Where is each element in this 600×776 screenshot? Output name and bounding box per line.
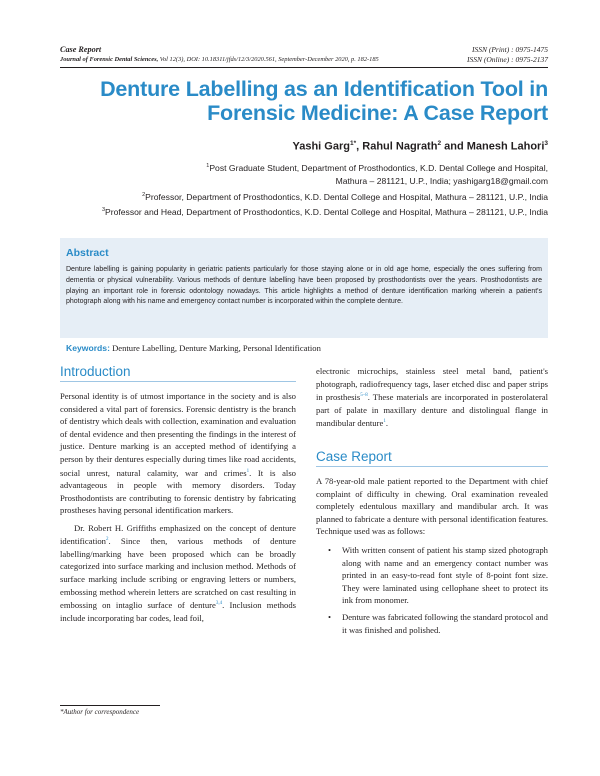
text-run: Personal identity is of utmost importance in the society and is also considered a vital part of forensics. Forensic dentistry is the branch of dentistry which deals with collection, examination and evaluation of dental evidence and then presenting the findings in the interest of justice. Denture marking is an accepted method of identifying a person by their dentures especially during times like road accidents, social unrest, natural calamity, war and crimes xyxy=(60,391,296,478)
running-header-right xyxy=(467,45,548,64)
citation-ref: 5–8 xyxy=(360,393,368,399)
author-name: Rahul Nagrath xyxy=(362,140,438,153)
issn-online: ISSN (Online) : 0975-2137 xyxy=(466,54,548,64)
technique-list xyxy=(316,544,548,636)
text-run: electronic microchips, stainless steel metal band, patient's photograph, radiofrequency tags, laser etched disc and paper strips in prosthesis xyxy=(316,366,548,403)
abstract-text: Denture labelling is gaining popularity in geriatric patients particularly for those staying alone or in old age home, especially the ones suffering from dementia or physical vulnerability. Various methods of denture labelling have been proposed by prosthodontists over the years. Prosthodontists are playing an important role in forensic odontology nowadays. This article highlights a method of denture identification marking wherein a patient's photograph along with his name and emergency contact number is incorporated within the complete denture. xyxy=(66,266,542,306)
author-affil-mark: 1* xyxy=(349,140,357,147)
affil-mark: 3 xyxy=(101,206,105,213)
author-separator: , xyxy=(356,140,363,153)
author-list xyxy=(293,140,549,153)
affil-mark: 2 xyxy=(142,191,146,198)
intro-paragraph-2 xyxy=(60,522,296,625)
text-run: Dr. Robert H. Griffiths emphasized on the concept of denture identification xyxy=(60,522,296,547)
citation-ref: 2 xyxy=(106,537,109,543)
citation-ref: 1 xyxy=(383,419,386,425)
text-run: . Since then, various methods of denture labelling/marking have been proposed which can be broadly categorized into surface marking and inclusion method. Methods of surface marking include scribing or engraving letters or numbers, embossing method wherein letters are scratched on cast resulting in embossing on intaglio surface of denture xyxy=(60,536,296,611)
list-item: • With written consent of patient his stamp sized photograph along with name and an emergency contact number was printed in an easy-to-read font style of 8-point font size. They were laminated using cellophane sheet to protect its ink from monomer. xyxy=(342,544,548,607)
citation-line xyxy=(60,55,379,64)
affiliation-1-cont: Mathura – 281121, U.P., India; yashigarg18@gmail.com xyxy=(335,176,548,187)
article-type-label: Case Report xyxy=(60,45,102,54)
author-name: Yashi Garg xyxy=(292,140,350,153)
case-paragraph-1: A 78-year-old male patient reported to the Department with chief complaint of difficulty in chewing. Oral examination revealed completely edentulous maxillary and mandibular arch. It was planned to fabricate a denture with personal identification features. Technique used was as follows: xyxy=(316,476,548,537)
affiliation-3 xyxy=(102,204,548,219)
journal-name: Journal of Forensic Dental Sciences, xyxy=(60,56,159,63)
heading-text: Case Report xyxy=(316,449,392,464)
title-line-2: Forensic Medicine: A Case Report xyxy=(207,101,548,125)
intro-paragraph-3 xyxy=(316,365,548,430)
text-run: . Inclusion methods include incorporating bar codes, lead foil, xyxy=(60,600,297,623)
citation-ref: 1 xyxy=(246,468,250,474)
abstract-box xyxy=(60,238,548,338)
right-column-top xyxy=(316,365,548,430)
abstract-heading: Abstract xyxy=(66,247,109,259)
list-item: • Denture was fabricated following the standard protocol and it was finished and polished. xyxy=(342,611,548,636)
title-line-1: Denture Labelling as an Identification Tool in xyxy=(100,77,548,101)
header-rule xyxy=(60,67,548,68)
footnote-rule xyxy=(60,705,160,706)
affiliation-1 xyxy=(102,160,548,175)
citation-ref: 3,4 xyxy=(215,601,223,607)
affil-text: Professor, Department of Prosthodontics, K.D. Dental College and Hospital, Mathura – 281121, U.P., India xyxy=(145,191,548,202)
right-column-case xyxy=(316,475,548,640)
introduction-heading xyxy=(60,364,296,382)
issn-print: ISSN (Print) : 0975-1475 xyxy=(471,45,548,54)
text-run: . It is also advantageous in people with memory disorders. Today Prosthodontists are contributing to forensic dentistry by fabricating prostheses having personal identification markers. xyxy=(60,467,296,516)
article-title xyxy=(60,77,548,125)
affiliations xyxy=(102,160,548,219)
citation-detail: Vol 12(3), DOI: 10.18311/jfds/12/3/2020.561, September-December 2020, p. 182-185 xyxy=(159,56,379,63)
author-affil-mark: 2 xyxy=(437,140,442,147)
text-run: . These materials are incorporated in posterolateral part of palate in maxillary denture and distolingual flange in mandibular denture xyxy=(316,392,548,429)
running-header-left xyxy=(60,45,379,64)
affiliation-2 xyxy=(102,189,548,204)
left-column xyxy=(60,390,296,624)
footnote: *Author for correspondence xyxy=(60,708,140,716)
author-separator: and xyxy=(441,140,467,153)
heading-text: Introduction xyxy=(60,364,131,379)
keywords-label: Keywords: xyxy=(66,343,110,353)
case-report-heading xyxy=(316,449,548,467)
affil-text: Professor and Head, Department of Prosthodontics, K.D. Dental College and Hospital, Mathura – 281121, U.P., India xyxy=(105,206,548,217)
author-affil-mark: 3 xyxy=(544,140,548,147)
keywords xyxy=(66,343,321,353)
intro-paragraph-1 xyxy=(60,390,296,517)
affil-mark: 1 xyxy=(206,163,210,169)
author-name: Manesh Lahori xyxy=(466,140,545,153)
affil-text: Post Graduate Student, Department of Prosthodontics, K.D. Dental College and Hospital, xyxy=(209,162,548,173)
keywords-text: Denture Labelling, Denture Marking, Personal Identification xyxy=(112,343,321,353)
text-run: . xyxy=(385,418,388,429)
